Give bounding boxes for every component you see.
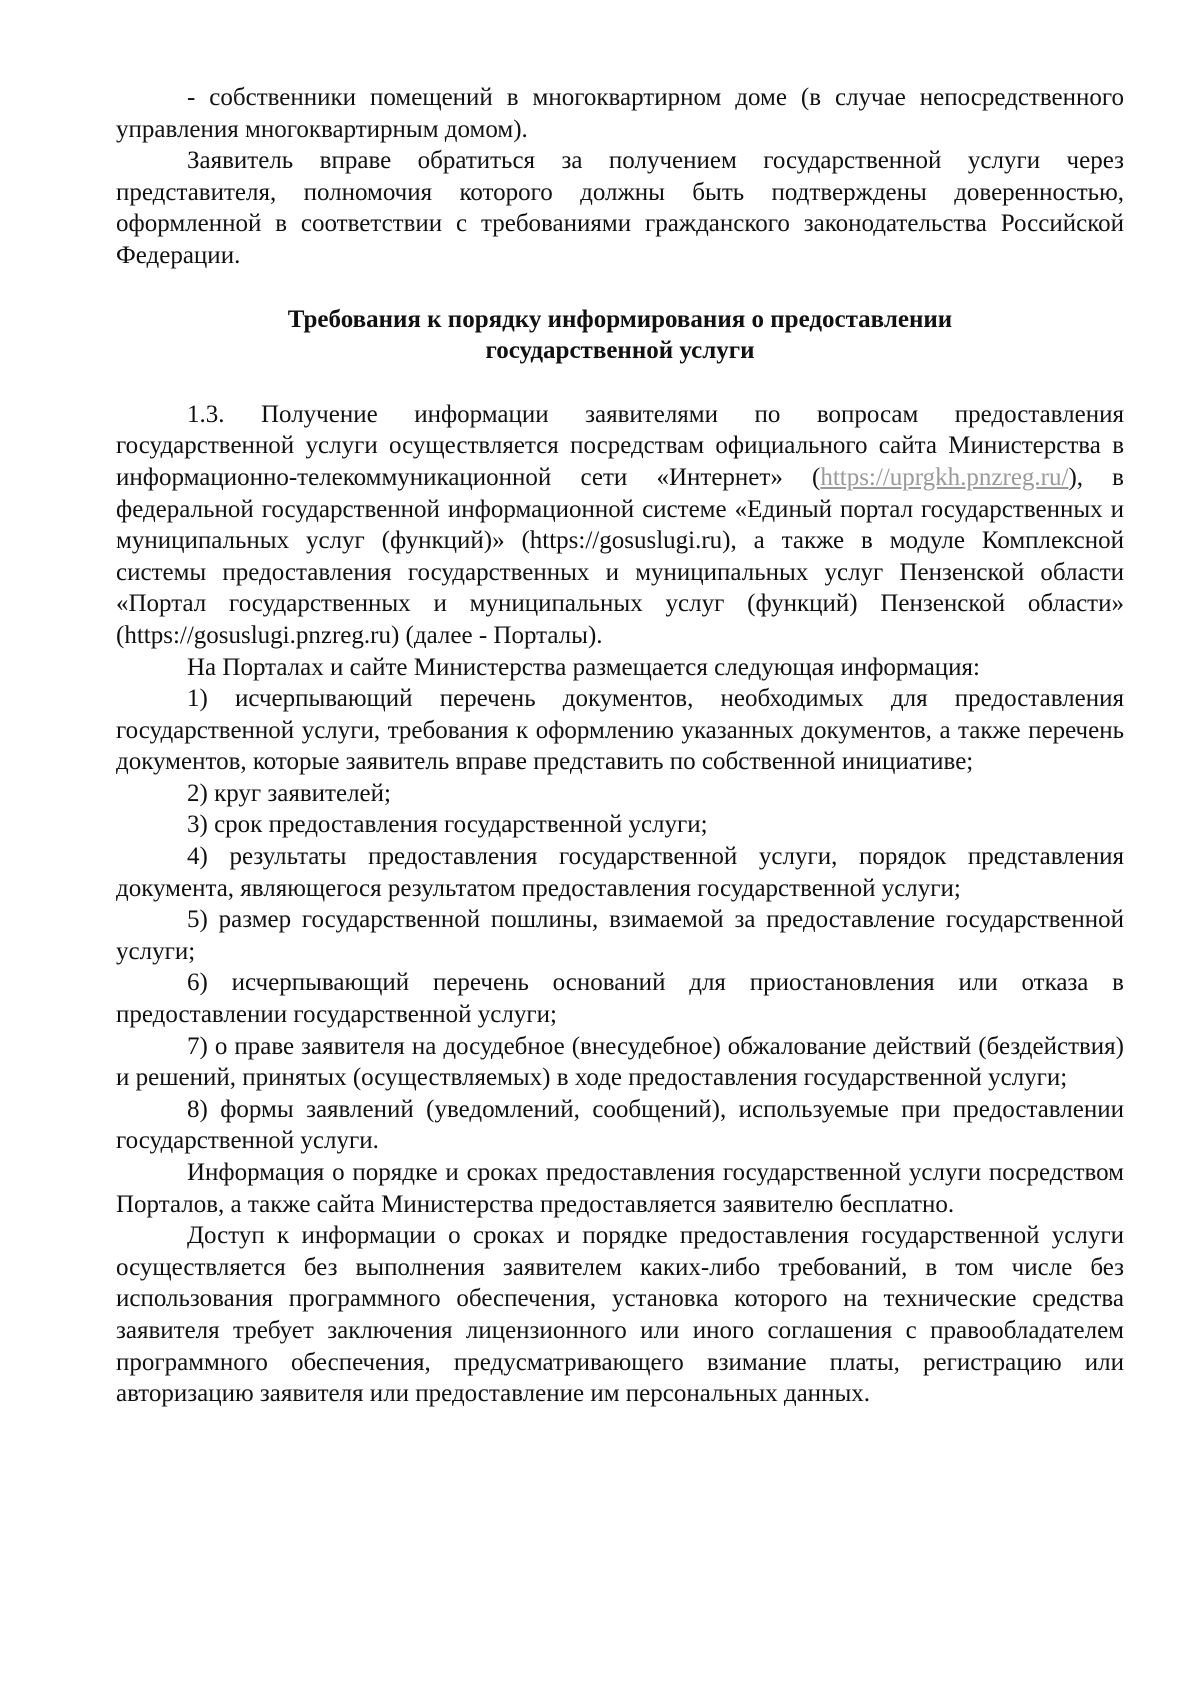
paragraph-free-info: Информация о порядке и сроках предоставления государственной услуги посредством Порталов, а также сайта Министерства предоставляется заявителю бесплатно.: [116, 1159, 1124, 1218]
list-item-3: 3) срок предоставления государственной услуги;: [187, 811, 708, 839]
paragraph-portals-info: На Порталах и сайте Министерства размещается следующая информация:: [187, 653, 981, 681]
list-item-1: 1) исчерпывающий перечень документов, необходимых для предоставления государственной услуги, требования к оформлению указанных документов, а также перечень документов, которые заявитель вправе представить по собственной инициативе;: [116, 685, 1124, 776]
document-page: [116, 82, 1124, 1410]
section-heading: [116, 304, 1124, 367]
list-item-7: 7) о праве заявителя на досудебное (внесудебное) обжалование действий (бездействия) и решений, принятых (осуществляемых) в ходе предоставления государственной услуги;: [116, 1032, 1124, 1092]
list-item-5: 5) размер государственной пошлины, взимаемой за предоставление государственной услуги;: [116, 906, 1124, 965]
list-item-4: 4) результаты предоставления государственной услуги, порядок представления документа, являющегося результатом предоставления государственной услуги;: [116, 843, 1124, 902]
paragraph-1-3-text-end: ), в федеральной государственной информационной системе «Единый портал государственных и муниципальных услуг (функций)» (https://gosuslugi.ru), а также в модуле Комплексной системы предоставления государственных и муниципальных услуг Пензенской области «Портал государственных и муниципальных услуг (функций) Пензенской области» (https://gosuslugi.pnzreg.ru) (далее - Порталы).: [116, 463, 1124, 649]
section-heading-line-1: Требования к порядку информирования о предоставлении: [287, 305, 953, 333]
list-item-2: 2) круг заявителей;: [187, 779, 391, 807]
paragraph-representative: Заявитель вправе обратиться за получением государственной услуги через представителя, полномочия которого должны быть подтверждены доверенностью, оформленной в соответствии с требованиями гражданского законодательства Российской Федерации.: [116, 147, 1124, 269]
paragraph-owners: - собственники помещений в многоквартирном доме (в случае непосредственного управления многоквартирным домом).: [116, 84, 1124, 143]
list-item-8: 8) формы заявлений (уведомлений, сообщений), используемые при предоставлении государственной услуги.: [116, 1095, 1124, 1155]
section-heading-line-2: государственной услуги: [485, 337, 755, 365]
paragraph-1-3-text-start: 1.3. Получение информации заявителями по вопросам предоставления государственной услуги осуществляется посредствам официального сайта Министерства в информационно-телекоммуникационной сети «Интернет» (: [116, 400, 1124, 491]
paragraph-access-info: Доступ к информации о сроках и порядке предоставления государственной услуги осуществляется без выполнения заявителем каких-либо требований, в том числе без использования программного обеспечения, установка которого на технические средства заявителя требует заключения лицензионного или иного соглашения с правообладателем программного обеспечения, предусматривающего взимание платы, регистрацию или авторизацию заявителя или предоставление им персональных данных.: [116, 1222, 1124, 1408]
list-item-6: 6) исчерпывающий перечень оснований для приостановления или отказа в предоставлении государственной услуги;: [116, 969, 1124, 1029]
ministry-site-link[interactable]: https://uprgkh.pnzreg.ru/: [820, 463, 1069, 491]
paragraph-1-3: [116, 399, 1124, 652]
